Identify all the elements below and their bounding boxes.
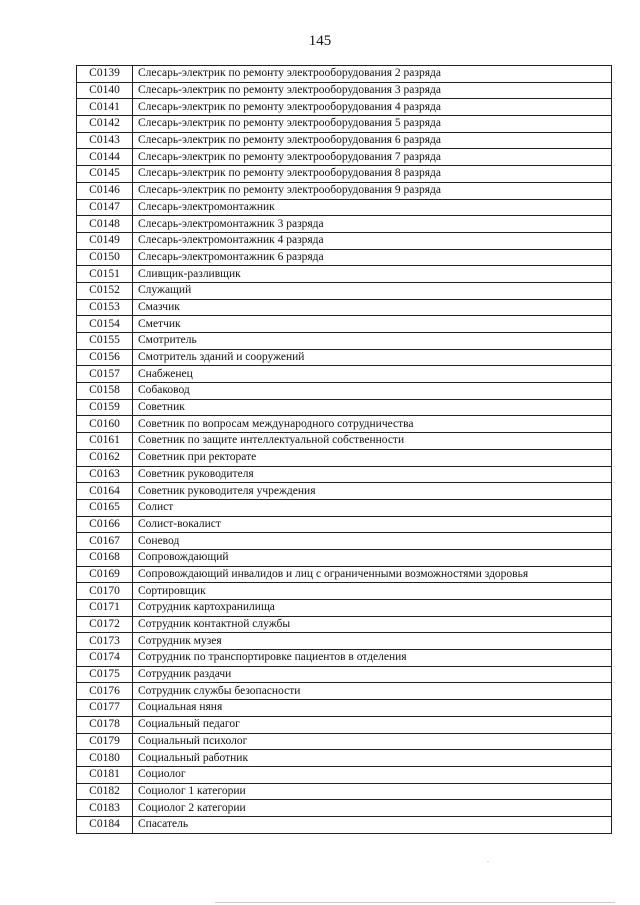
table-row	[77, 433, 612, 450]
row-name: Советник	[133, 399, 612, 416]
table-row	[77, 333, 612, 350]
row-name: Социальный работник	[133, 750, 612, 767]
table-row	[77, 583, 612, 600]
row-name: Социальный психолог	[133, 733, 612, 750]
row-name: Слесарь-электрик по ремонту электрооборудования 8 разряда	[133, 166, 612, 183]
table-row	[77, 416, 612, 433]
table-row	[77, 499, 612, 516]
page-number: 145	[308, 33, 332, 49]
table-row	[77, 733, 612, 750]
row-code: C0170	[77, 583, 133, 600]
table-row	[77, 650, 612, 667]
row-name: Советник при ректорате	[133, 449, 612, 466]
row-code: C0140	[77, 82, 133, 99]
row-name: Сотрудник контактной службы	[133, 616, 612, 633]
row-name: Сопровождающий инвалидов и лиц с ограниченными возможностями здоровья	[133, 566, 612, 583]
table-row	[77, 282, 612, 299]
row-code: C0173	[77, 633, 133, 650]
row-name: Социолог 2 категории	[133, 800, 612, 817]
row-name: Советник по вопросам международного сотрудничества	[133, 416, 612, 433]
row-name: Сотрудник музея	[133, 633, 612, 650]
row-code: C0158	[77, 383, 133, 400]
row-name: Спасатель	[133, 816, 612, 833]
row-code: C0151	[77, 266, 133, 283]
row-name: Социолог 1 категории	[133, 783, 612, 800]
row-code: C0154	[77, 316, 133, 333]
row-name: Слесарь-электрик по ремонту электрооборудования 7 разряда	[133, 149, 612, 166]
row-name: Сотрудник по транспортировке пациентов в отделения	[133, 650, 612, 667]
row-name: Слесарь-электромонтажник 4 разряда	[133, 232, 612, 249]
row-name: Слесарь-электрик по ремонту электрооборудования 2 разряда	[133, 66, 612, 83]
row-name: Советник руководителя	[133, 466, 612, 483]
table-row	[77, 232, 612, 249]
row-code: C0181	[77, 766, 133, 783]
row-code: C0172	[77, 616, 133, 633]
table-row	[77, 299, 612, 316]
row-code: C0148	[77, 216, 133, 233]
row-code: C0168	[77, 549, 133, 566]
row-code: C0149	[77, 232, 133, 249]
codes-table	[76, 65, 612, 834]
table-row	[77, 700, 612, 717]
row-name: Сметчик	[133, 316, 612, 333]
row-code: C0165	[77, 499, 133, 516]
row-name: Социальный педагог	[133, 716, 612, 733]
table-row	[77, 149, 612, 166]
row-code: C0164	[77, 483, 133, 500]
table-row	[77, 783, 612, 800]
table-row	[77, 566, 612, 583]
row-code: C0182	[77, 783, 133, 800]
row-name: Сотрудник картохранилища	[133, 600, 612, 617]
row-code: C0161	[77, 433, 133, 450]
table-row	[77, 132, 612, 149]
row-code: C0160	[77, 416, 133, 433]
table-row	[77, 600, 612, 617]
row-name: Слесарь-электрик по ремонту электрооборудования 9 разряда	[133, 182, 612, 199]
row-name: Смотритель зданий и сооружений	[133, 349, 612, 366]
table-row	[77, 716, 612, 733]
row-code: C0141	[77, 99, 133, 116]
table-row	[77, 816, 612, 833]
row-code: C0144	[77, 149, 133, 166]
scan-edge-line	[215, 902, 615, 903]
row-name: Солист	[133, 499, 612, 516]
row-code: C0157	[77, 366, 133, 383]
row-name: Слесарь-электрик по ремонту электрооборудования 3 разряда	[133, 82, 612, 99]
row-code: C0139	[77, 66, 133, 83]
row-name: Слесарь-электрик по ремонту электрооборудования 4 разряда	[133, 99, 612, 116]
table-row	[77, 483, 612, 500]
row-name: Служащий	[133, 282, 612, 299]
row-code: C0178	[77, 716, 133, 733]
row-code: C0166	[77, 516, 133, 533]
row-name: Слесарь-электрик по ремонту электрооборудования 5 разряда	[133, 116, 612, 133]
row-name: Социальная няня	[133, 700, 612, 717]
row-name: Собаковод	[133, 383, 612, 400]
row-name: Сопровождающий	[133, 549, 612, 566]
table-row	[77, 216, 612, 233]
table-row	[77, 66, 612, 83]
table-row	[77, 82, 612, 99]
row-code: C0177	[77, 700, 133, 717]
table-row	[77, 116, 612, 133]
table-row	[77, 266, 612, 283]
row-name: Социолог	[133, 766, 612, 783]
table-row	[77, 766, 612, 783]
row-code: C0169	[77, 566, 133, 583]
row-code: C0155	[77, 333, 133, 350]
table-row	[77, 533, 612, 550]
scan-speck: .	[487, 855, 489, 864]
table-row	[77, 633, 612, 650]
table-row	[77, 800, 612, 817]
table-row	[77, 666, 612, 683]
table-row	[77, 383, 612, 400]
row-name: Слесарь-электромонтажник 6 разряда	[133, 249, 612, 266]
row-name: Советник руководителя учреждения	[133, 483, 612, 500]
row-code: C0146	[77, 182, 133, 199]
table-row	[77, 99, 612, 116]
table-row	[77, 616, 612, 633]
row-code: C0150	[77, 249, 133, 266]
table-row	[77, 449, 612, 466]
table-row	[77, 516, 612, 533]
row-code: C0179	[77, 733, 133, 750]
table-row	[77, 166, 612, 183]
row-code: C0174	[77, 650, 133, 667]
table-row	[77, 683, 612, 700]
table-row	[77, 366, 612, 383]
table-row	[77, 316, 612, 333]
row-code: C0152	[77, 282, 133, 299]
row-code: C0183	[77, 800, 133, 817]
row-code: C0143	[77, 132, 133, 149]
row-code: C0163	[77, 466, 133, 483]
row-name: Слесарь-электромонтажник 3 разряда	[133, 216, 612, 233]
row-name: Сортировщик	[133, 583, 612, 600]
row-code: C0153	[77, 299, 133, 316]
row-name: Смотритель	[133, 333, 612, 350]
row-name: Смазчик	[133, 299, 612, 316]
table-row	[77, 199, 612, 216]
codes-table-body	[77, 66, 612, 834]
row-name: Сотрудник раздачи	[133, 666, 612, 683]
table-row	[77, 466, 612, 483]
row-code: C0184	[77, 816, 133, 833]
table-row	[77, 549, 612, 566]
row-code: C0175	[77, 666, 133, 683]
row-code: C0159	[77, 399, 133, 416]
table-row	[77, 399, 612, 416]
table-row	[77, 750, 612, 767]
table-row	[77, 249, 612, 266]
row-name: Слесарь-электромонтажник	[133, 199, 612, 216]
row-name: Солист-вокалист	[133, 516, 612, 533]
row-code: C0156	[77, 349, 133, 366]
row-code: C0180	[77, 750, 133, 767]
row-code: C0176	[77, 683, 133, 700]
row-name: Снабженец	[133, 366, 612, 383]
row-name: Советник по защите интеллектуальной собственности	[133, 433, 612, 450]
row-code: C0147	[77, 199, 133, 216]
row-name: Слесарь-электрик по ремонту электрооборудования 6 разряда	[133, 132, 612, 149]
row-code: C0145	[77, 166, 133, 183]
row-code: C0142	[77, 116, 133, 133]
row-code: C0167	[77, 533, 133, 550]
row-code: C0162	[77, 449, 133, 466]
table-row	[77, 349, 612, 366]
row-code: C0171	[77, 600, 133, 617]
table-row	[77, 182, 612, 199]
row-name: Сотрудник службы безопасности	[133, 683, 612, 700]
row-name: Сливщик-разливщик	[133, 266, 612, 283]
row-name: Соневод	[133, 533, 612, 550]
